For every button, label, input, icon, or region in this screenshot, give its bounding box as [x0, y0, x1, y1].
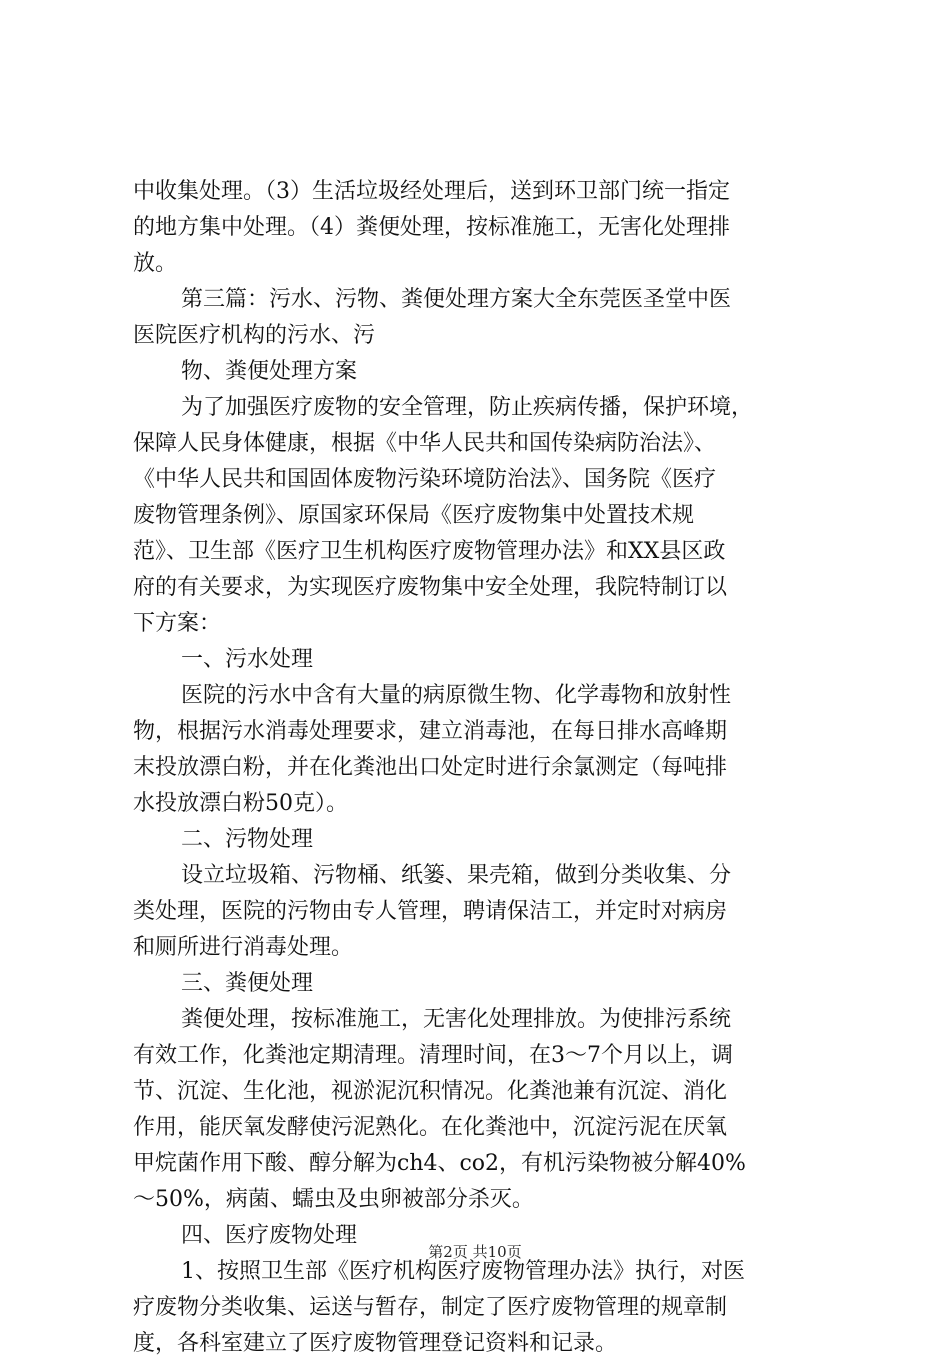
text-line: 《中华人民共和国固体废物污染环境防治法》、国务院《医疗 [133, 467, 717, 492]
subheading-medical: 四、医疗废物处理 [181, 1223, 358, 1248]
text-line: 度，各科室建立了医疗废物管理登记资料和记录。 [133, 1331, 618, 1356]
paragraph-sewage: 医院的污水中含有大量的病原微生物、化学毒物和放射性 [181, 683, 732, 708]
subheading-feces: 三、粪便处理 [181, 971, 314, 996]
text-line: 放。 [133, 251, 178, 276]
text-line: 疗废物分类收集、运送与暂存，制定了医疗废物管理的规章制 [133, 1295, 728, 1320]
text-line: 保障人民身体健康，根据《中华人民共和国传染病防治法》、 [133, 431, 717, 456]
text-line: 水投放漂白粉50克）。 [133, 791, 348, 816]
text-line: 节、沉淀、生化池，视淤泥沉积情况。化粪池兼有沉淀、消化 [133, 1079, 728, 1104]
text-line: 和厕所进行消毒处理。 [133, 935, 354, 960]
section-heading-cont: 物、粪便处理方案 [181, 359, 358, 384]
text-line: 有效工作，化粪池定期清理。清理时间，在3～7个月以上，调 [133, 1043, 733, 1068]
page-footer: 第2页 共10页 [428, 1243, 522, 1261]
text-line: 府的有关要求，为实现医疗废物集中安全处理，我院特制订以 [133, 575, 728, 600]
section-heading: 第三篇：污水、污物、粪便处理方案大全东莞医圣堂中医 [181, 287, 732, 312]
text-line: ～50%，病菌、蠕虫及虫卵被部分杀灭。 [133, 1187, 534, 1212]
section-heading-cont: 医院医疗机构的污水、污 [133, 323, 376, 348]
text-line: 中收集处理。（3）生活垃圾经处理后，送到环卫部门统一指定 [133, 179, 730, 204]
text-line: 物，根据污水消毒处理要求，建立消毒池，在每日排水高峰期 [133, 719, 728, 744]
text-line: 作用，能厌氧发酵使污泥熟化。在化粪池中，沉淀污泥在厌氧 [133, 1115, 728, 1140]
text-line: 末投放漂白粉，并在化粪池出口处定时进行余氯测定（每吨排 [133, 755, 728, 780]
text-line: 废物管理条例》、原国家环保局《医疗废物集中处置技术规 [133, 503, 695, 528]
subheading-sewage: 一、污水处理 [181, 647, 314, 672]
paragraph-medical: 1、按照卫生部《医疗机构医疗废物管理办法》执行，对医 [181, 1259, 745, 1284]
text-line: 范》、卫生部《医疗卫生机构医疗废物管理办法》和XX县区政 [133, 539, 726, 564]
subheading-waste: 二、污物处理 [181, 827, 314, 852]
paragraph-feces: 粪便处理，按标准施工，无害化处理排放。为使排污系统 [181, 1007, 732, 1032]
text-line: 类处理，医院的污物由专人管理，聘请保洁工，并定时对病房 [133, 899, 728, 924]
paragraph-intro: 为了加强医疗废物的安全管理，防止疾病传播，保护环境， [181, 395, 754, 420]
text-line: 甲烷菌作用下酸、醇分解为ch4、co2，有机污染物被分解40% [133, 1151, 746, 1176]
paragraph-waste: 设立垃圾箱、污物桶、纸篓、果壳箱，做到分类收集、分 [181, 863, 732, 888]
text-line: 下方案： [133, 611, 222, 636]
document-body [133, 174, 833, 1362]
text-line: 的地方集中处理。（4）粪便处理，按标准施工，无害化处理排 [133, 215, 730, 240]
